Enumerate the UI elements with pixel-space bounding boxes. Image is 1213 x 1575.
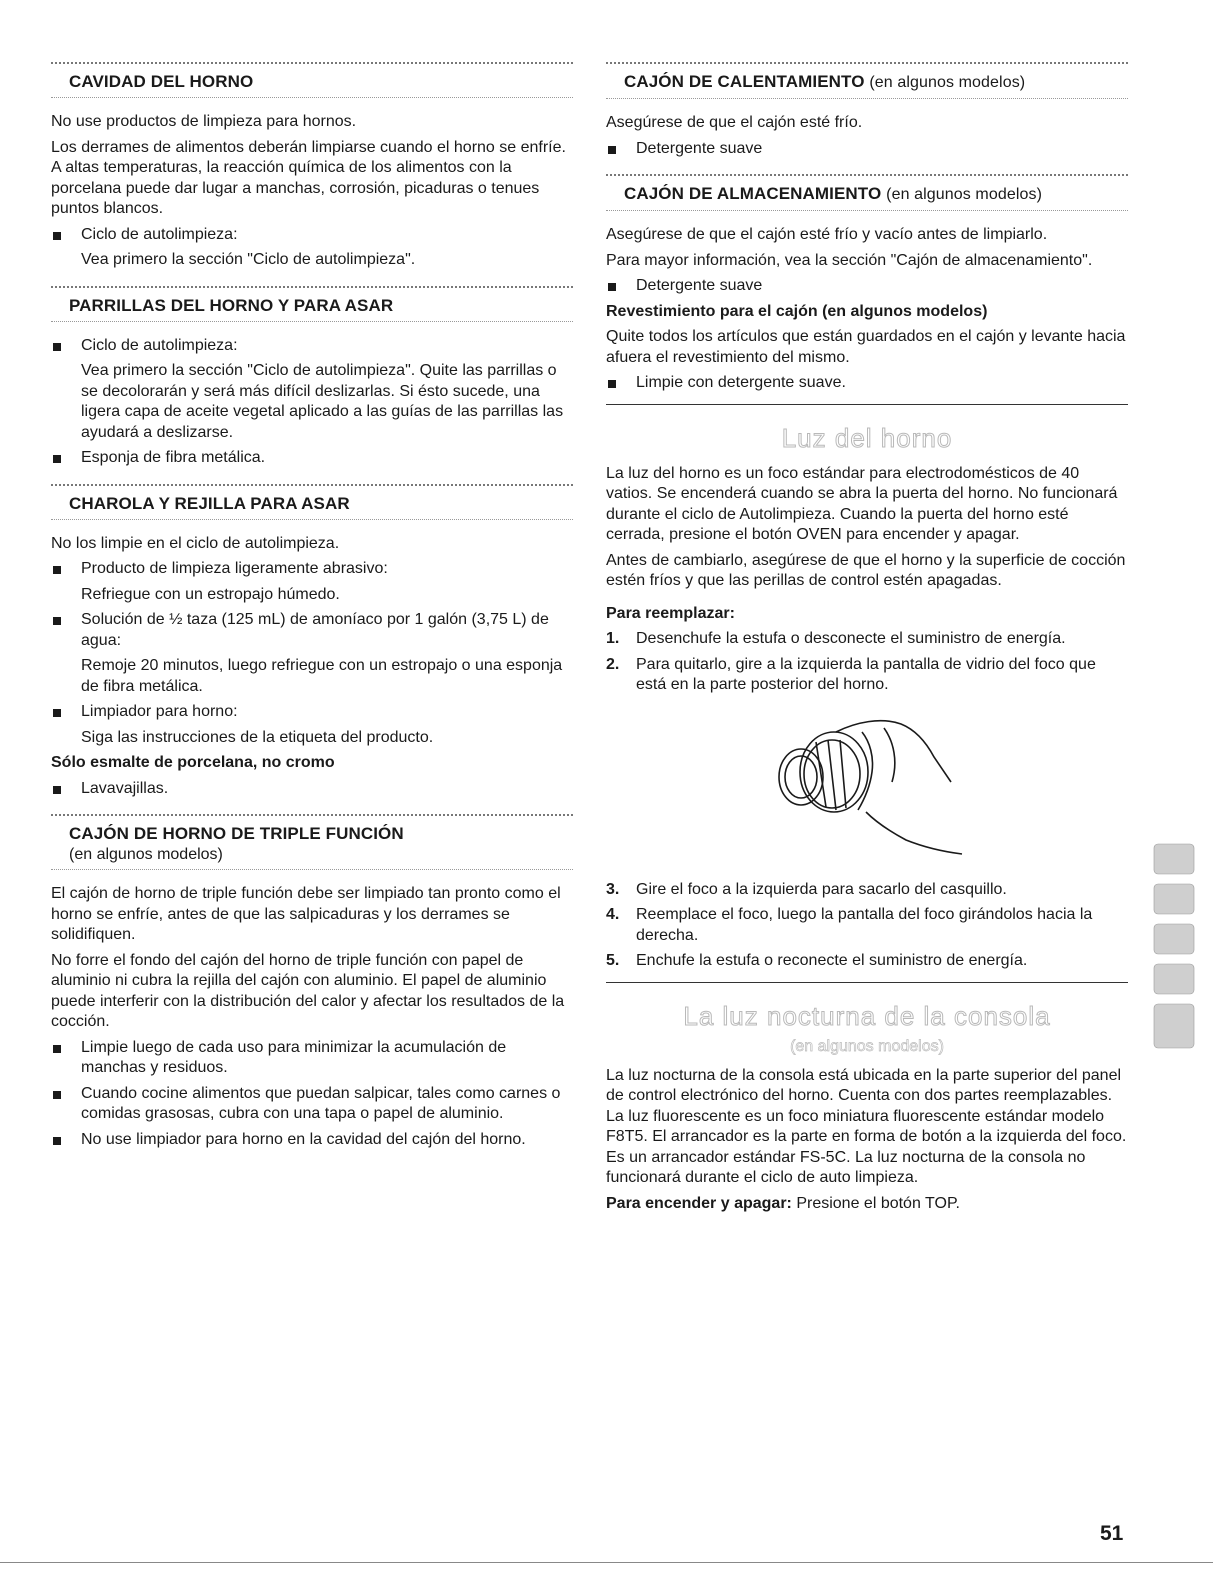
section-header <box>606 164 1128 225</box>
step-item: 1. Desenchufe la estufa o desconecte el suministro de energía. <box>606 630 1066 647</box>
page-number: 51 <box>1100 1522 1124 1545</box>
bullet-icon <box>608 146 616 154</box>
paragraph: Para mayor información, vea la sección "Cajón de almacenamiento". <box>606 251 1093 269</box>
section-title: CHAROLA Y REJILLA PARA ASAR <box>69 493 350 513</box>
divider <box>51 484 573 490</box>
paragraph: Vea primero la sección "Ciclo de autolimpieza". Quite las parrillas o se decolorarán y será más difícil deslizarlas. Si ésto sucede, una ligera capa de aceite vegetal aplicado a las guías de las parrillas las ayudará a deslizarse. <box>81 362 564 441</box>
paragraph: No forre el fondo del cajón del horno de triple función con papel de aluminio ni cubra la rejilla del cajón con aluminio. El papel de aluminio puede interferir con la distribución del calor y afectar los resultados de la cocción. <box>51 951 565 1030</box>
step-item: 3. Gire el foco a la izquierda para sacarlo del casquillo. <box>606 880 1007 898</box>
paragraph: Remoje 20 minutos, luego refriegue con un estropajo o una esponja de fibra metálica. <box>81 657 563 695</box>
section-title: La luz nocturna de la consola <box>683 1000 1051 1031</box>
list-item: Ciclo de autolimpieza: <box>51 336 573 357</box>
right-column <box>606 62 1128 1219</box>
section-title: Luz del horno <box>781 422 953 453</box>
list-item: Limpiador para horno: <box>51 702 573 723</box>
subheading: Para reemplazar: <box>606 604 735 622</box>
list-item: Lavavajillas. <box>51 779 573 800</box>
paragraph: No los limpie en el ciclo de autolimpieza. <box>51 534 340 552</box>
hand-turning-bulb-icon <box>766 702 966 872</box>
paragraph: Los derrames de alimentos deberán limpiarse cuando el horno se enfríe. A altas temperaturas, la reacción química de los alimentos con la porcelana puede dar lugar a manchas, corrosión, picaduras o tenues puntos blancos. <box>51 138 566 217</box>
bullet-icon <box>608 283 616 291</box>
paragraph: Vea primero la sección "Ciclo de autolimpieza". <box>81 251 416 268</box>
paragraph: No use productos de limpieza para hornos. <box>51 113 357 130</box>
step-item: 5. Enchufe la estufa o reconecte el suministro de energía. <box>606 952 1028 969</box>
section-subtitle: (en algunos modelos) <box>790 1037 944 1055</box>
divider <box>0 1562 1213 1563</box>
section-title: CAVIDAD DEL HORNO <box>69 72 254 91</box>
divider <box>606 174 1128 180</box>
paragraph: Asegúrese de que el cajón esté frío y vacío antes de limpiarlo. <box>606 226 1048 243</box>
section-note: (en algunos modelos) <box>886 186 1043 203</box>
divider <box>51 62 573 68</box>
list-item: Solución de ½ taza (125 mL) de amoníaco por 1 galón (3,75 L) de agua: <box>51 610 573 651</box>
paragraph: Para encender y apagar: Presione el botón TOP. <box>606 1194 960 1212</box>
bullet-icon <box>53 566 61 574</box>
paragraph: La luz del horno es un foco estándar para electrodomésticos de 40 vatios. Se encenderá cuando se abra la puerta del horno. No funcionará durante el ciclo de Autolimpieza. Cuando la puerta del horno esté cerrada, presione el botón OVEN para encender y apagar. <box>606 464 1118 543</box>
paragraph: La luz nocturna de la consola está ubicada en la parte superior del panel de control electrónico del horno. Cuenta con dos partes reemplazables. La luz fluorescente es un foco miniatura fluorescente estándar modelo F8T5. El arrancador es la parte en forma de botón a la izquierda del foco. Es un arrancador estándar FS-5C. La luz nocturna de la consola no funcionará durante el ciclo de auto limpieza. <box>606 1066 1127 1186</box>
divider <box>51 519 573 524</box>
step-item: 4. Reemplace el foco, luego la pantalla del foco girándolos hacia la derecha. <box>606 906 1093 944</box>
bullet-icon <box>53 1137 61 1145</box>
bullet-icon <box>608 380 616 388</box>
paragraph: Siga las instrucciones de la etiqueta del producto. <box>81 728 434 746</box>
divider <box>51 286 573 292</box>
bullet-icon <box>53 343 61 351</box>
divider <box>51 321 573 326</box>
bullet-icon <box>53 232 61 240</box>
subheading: Sólo esmalte de porcelana, no cromo <box>51 754 335 771</box>
bullet-icon <box>53 786 61 794</box>
list-item: Producto de limpieza ligeramente abrasivo: <box>51 559 573 580</box>
list-item: Ciclo de autolimpieza: <box>51 225 573 246</box>
subheading: Revestimiento para el cajón (en algunos modelos) <box>606 302 988 320</box>
left-column <box>51 62 573 1155</box>
section-title: PARRILLAS DEL HORNO Y PARA ASAR <box>69 295 394 315</box>
divider <box>606 210 1128 215</box>
paragraph: El cajón de horno de triple función debe ser limpiado tan pronto como el horno se enfríe, antes de que las salpicaduras y los derrames se solidifiquen. <box>51 885 561 943</box>
list-item: No use limpiador para horno en la cavidad del cajón del horno. <box>51 1130 573 1151</box>
divider <box>606 62 1128 68</box>
bullet-icon <box>53 455 61 463</box>
section-header <box>51 804 573 884</box>
section-header <box>51 276 573 336</box>
bullet-icon <box>53 709 61 717</box>
bullet-icon <box>53 1045 61 1053</box>
paragraph: Asegúrese de que el cajón esté frío. <box>606 114 863 131</box>
list-item: Detergente suave <box>606 276 1128 297</box>
section-header <box>51 62 573 112</box>
section-title: CAJÓN DE HORNO DE TRIPLE FUNCIÓN <box>69 824 404 843</box>
paragraph: Quite todos los artículos que están guardados en el cajón y levante hacia afuera el revestimiento del mismo. <box>606 328 1126 366</box>
list-item: Detergente suave <box>606 139 1128 160</box>
divider <box>606 404 1128 405</box>
side-tab-watermark-icon <box>1150 840 1198 1055</box>
divider <box>51 869 573 874</box>
list-item: Limpie con detergente suave. <box>606 373 1128 394</box>
section-header <box>51 474 573 534</box>
divider <box>606 98 1128 103</box>
divider <box>606 982 1128 983</box>
section-note: (en algunos modelos) <box>869 74 1026 91</box>
section-subtitle: (en algunos modelos) <box>69 846 223 863</box>
bullet-icon <box>53 1091 61 1099</box>
list-item: Esponja de fibra metálica. <box>51 448 573 469</box>
divider <box>51 814 573 820</box>
divider <box>51 97 573 102</box>
list-item: Limpie luego de cada uso para minimizar la acumulación de manchas y residuos. <box>51 1038 573 1079</box>
paragraph: Refriegue con un estropajo húmedo. <box>81 585 340 603</box>
bullet-icon <box>53 617 61 625</box>
section-title: CAJÓN DE ALMACENAMIENTO (en algunos modelos) <box>624 184 1043 203</box>
section-title: CAJÓN DE CALENTAMIENTO (en algunos modelos) <box>624 72 1026 91</box>
paragraph: Antes de cambiarlo, asegúrese de que el horno y la superficie de cocción estén fríos y que las perillas de control estén apagadas. <box>606 551 1126 589</box>
bulb-replacement-illustration <box>606 702 1128 872</box>
step-item: 2. Para quitarlo, gire a la izquierda la pantalla de vidrio del foco que está en la parte posterior del horno. <box>606 655 1096 693</box>
list-item: Cuando cocine alimentos que puedan salpicar, tales como carnes o comidas grasosas, cubra con una tapa o papel de aluminio. <box>51 1084 573 1125</box>
section-header <box>606 62 1128 113</box>
